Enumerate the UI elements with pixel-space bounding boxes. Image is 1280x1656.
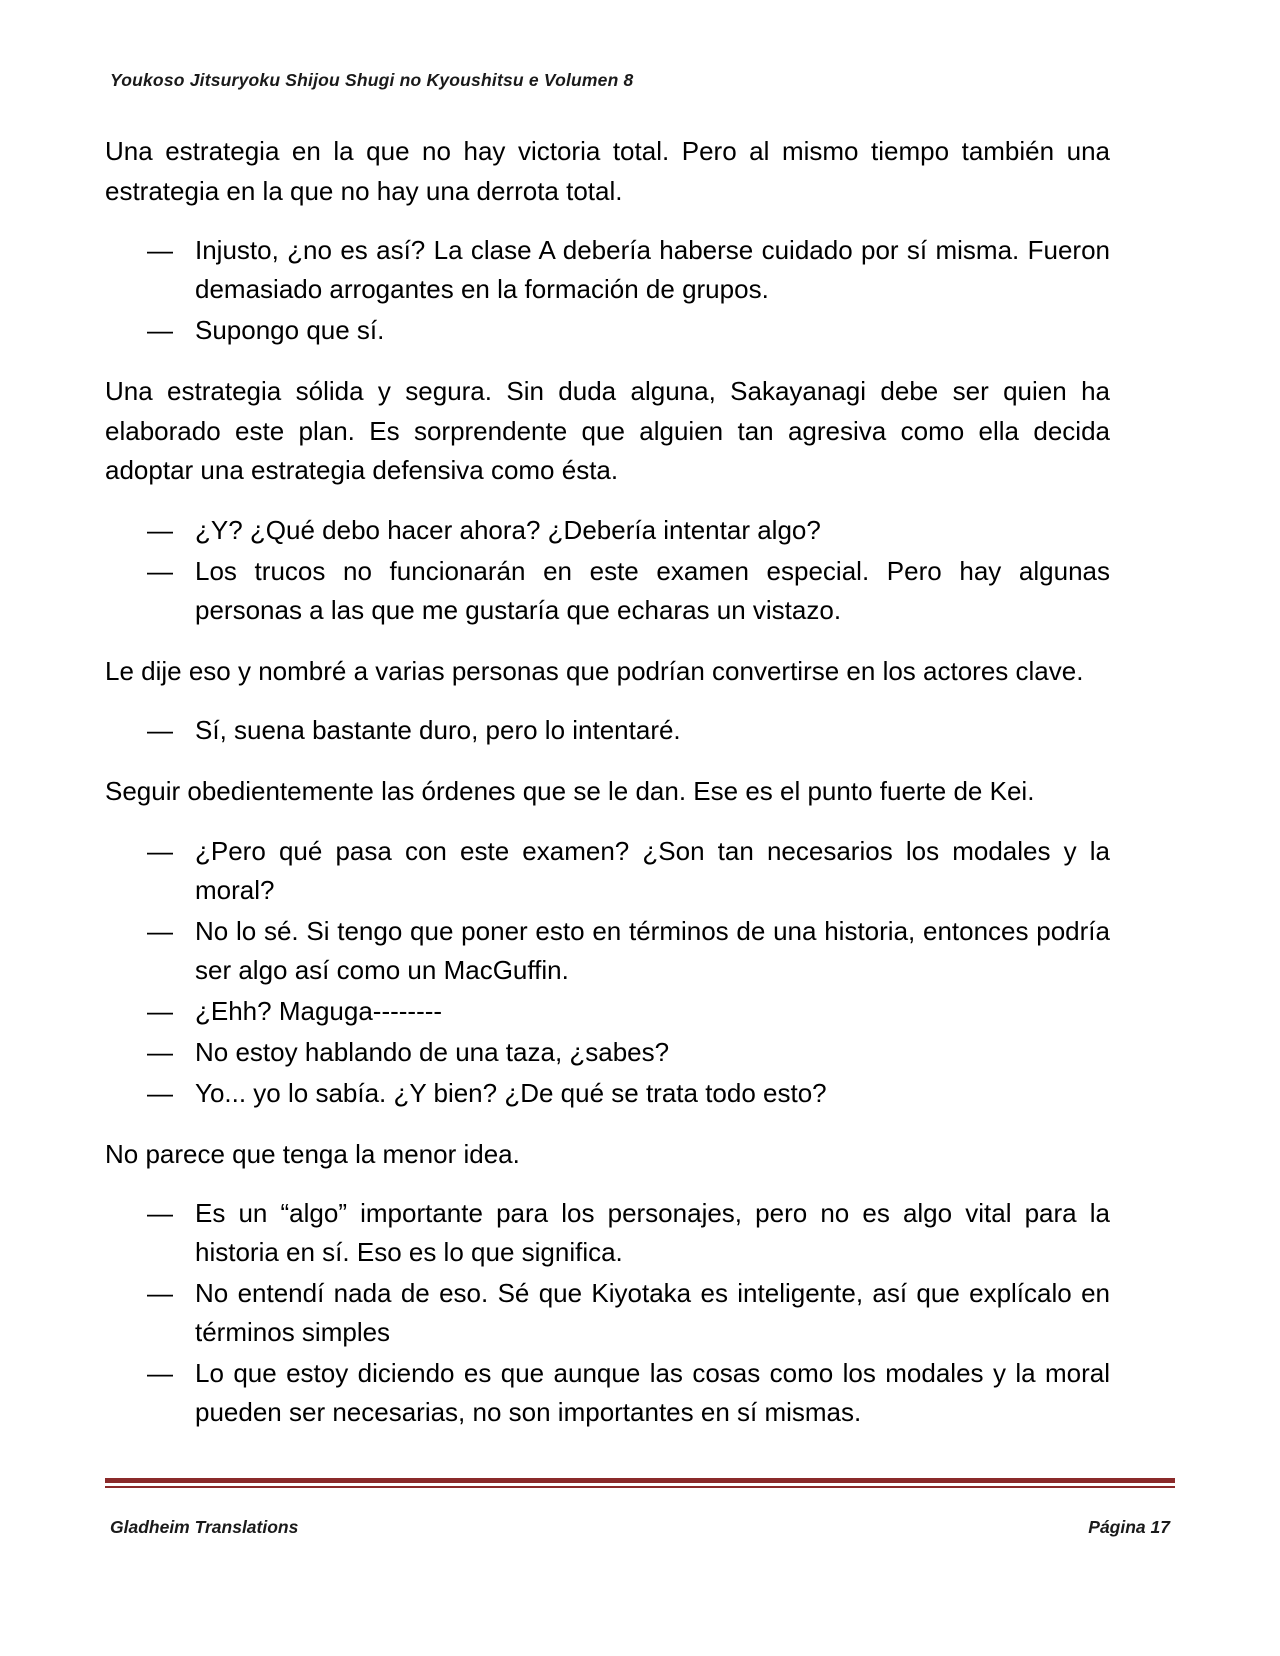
em-dash-marker: — xyxy=(147,514,173,545)
dialog-line xyxy=(147,231,1110,309)
dialog-line xyxy=(147,552,1110,630)
dialog-text: No lo sé. Si tengo que poner esto en términos de una historia, entonces podría ser algo así como un MacGuffin. xyxy=(195,915,1110,985)
dialog-list xyxy=(105,711,1110,750)
dialog-text: ¿Ehh? Maguga-------- xyxy=(195,995,443,1026)
dialog-text: Sí, suena bastante duro, pero lo intentaré. xyxy=(195,715,681,746)
dialog-list xyxy=(105,511,1110,630)
dialog-text: ¿Pero qué pasa con este examen? ¿Son tan necesarios los modales y la moral? xyxy=(195,835,1110,905)
dialog-list xyxy=(105,231,1110,350)
paragraph: Una estrategia sólida y segura. Sin duda alguna, Sakayanagi debe ser quien ha elaborado este plan. Es sorprendente que alguien tan agresiva como ella decida adoptar una estrategia defensiva como ésta. xyxy=(105,376,1110,486)
dialog-line xyxy=(147,711,1110,750)
em-dash-marker: — xyxy=(147,835,173,866)
dialog-list xyxy=(105,832,1110,1113)
em-dash-marker: — xyxy=(147,995,173,1026)
em-dash-marker: — xyxy=(147,555,173,586)
page-content xyxy=(105,132,1110,1454)
dialog-line xyxy=(147,912,1110,990)
em-dash-marker: — xyxy=(147,1278,173,1309)
paragraph: Seguir obedientemente las órdenes que se le dan. Ese es el punto fuerte de Kei. xyxy=(105,776,1035,807)
dialog-text: No entendí nada de eso. Sé que Kiyotaka es inteligente, así que explícalo en términos simples xyxy=(195,1278,1110,1348)
footer-page-number: Página 17 xyxy=(1088,1517,1170,1537)
footer-divider xyxy=(105,1478,1175,1488)
page-footer xyxy=(110,1517,1170,1538)
footer-rule-thick xyxy=(105,1478,1175,1483)
em-dash-marker: — xyxy=(147,915,173,946)
dialog-line xyxy=(147,832,1110,910)
em-dash-marker: — xyxy=(147,1198,173,1229)
dialog-text: Yo... yo lo sabía. ¿Y bien? ¿De qué se trata todo esto? xyxy=(195,1077,827,1108)
paragraph: No parece que tenga la menor idea. xyxy=(105,1138,520,1169)
paragraph: Le dije eso y nombré a varias personas que podrían convertirse en los actores clave. xyxy=(105,655,1084,686)
footer-rule-thin xyxy=(105,1486,1175,1488)
em-dash-marker: — xyxy=(147,1036,173,1067)
dialog-line xyxy=(147,511,1110,550)
dialog-line xyxy=(147,1194,1110,1272)
em-dash-marker: — xyxy=(147,1358,173,1389)
em-dash-marker: — xyxy=(147,1077,173,1108)
page-header xyxy=(110,70,1170,91)
dialog-list xyxy=(105,1194,1110,1432)
dialog-text: Es un “algo” importante para los personajes, pero no es algo vital para la historia en sí. Eso es lo que significa. xyxy=(195,1198,1110,1268)
dialog-line xyxy=(147,992,1110,1031)
dialog-text: Supongo que sí. xyxy=(195,315,385,346)
dialog-line xyxy=(147,1074,1110,1113)
dialog-line xyxy=(147,311,1110,350)
dialog-text: ¿Y? ¿Qué debo hacer ahora? ¿Debería intentar algo? xyxy=(195,514,821,545)
em-dash-marker: — xyxy=(147,315,173,346)
dialog-text: No estoy hablando de una taza, ¿sabes? xyxy=(195,1036,670,1067)
footer-translator-credit: Gladheim Translations xyxy=(110,1517,299,1537)
em-dash-marker: — xyxy=(147,235,173,266)
dialog-text: Los trucos no funcionarán en este examen especial. Pero hay algunas personas a las que me gustaría que echaras un vistazo. xyxy=(195,555,1110,625)
header-title: Youkoso Jitsuryoku Shijou Shugi no Kyoushitsu e Volumen 8 xyxy=(110,70,634,90)
dialog-line xyxy=(147,1354,1110,1432)
dialog-text: Injusto, ¿no es así? La clase A debería haberse cuidado por sí misma. Fueron demasiado arrogantes en la formación de grupos. xyxy=(195,235,1110,305)
dialog-line xyxy=(147,1274,1110,1352)
paragraph: Una estrategia en la que no hay victoria total. Pero al mismo tiempo también una estrategia en la que no hay una derrota total. xyxy=(105,136,1110,206)
dialog-text: Lo que estoy diciendo es que aunque las cosas como los modales y la moral pueden ser necesarias, no son importantes en sí mismas. xyxy=(195,1358,1110,1428)
dialog-line xyxy=(147,1033,1110,1072)
em-dash-marker: — xyxy=(147,715,173,746)
